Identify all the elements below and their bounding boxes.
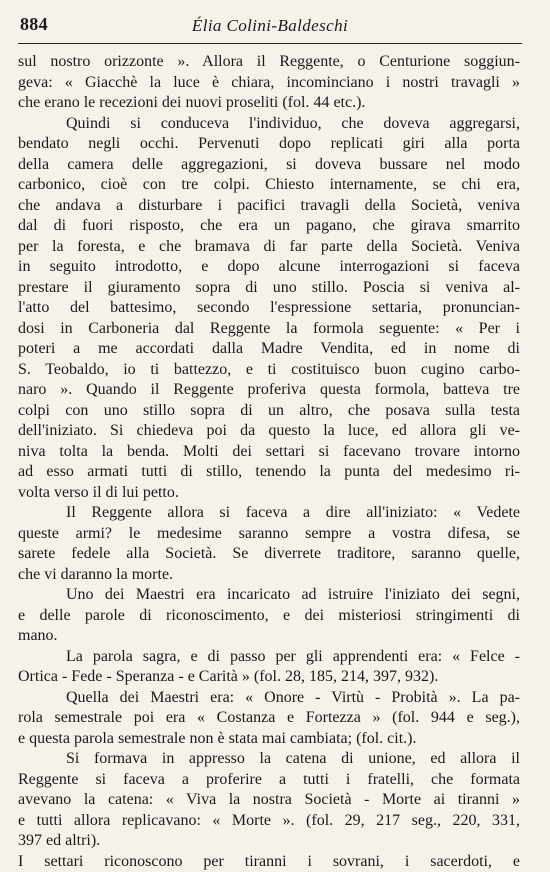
text-line: Uno dei Maestri era incaricato ad istruire l'iniziato dei segni, (18, 585, 520, 606)
text-line: Si formava in appresso la catena di unione, ed allora il (18, 749, 520, 770)
text-line: La parola sagra, e di passo per gli apprendenti era: « Felce - (18, 647, 520, 668)
text-line: rola semestrale poi era « Costanza e Fortezza » (fol. 944 e seg.), (18, 708, 520, 729)
text-line: volta verso il di lui petto. (18, 483, 520, 504)
text-line: naro ». Quando il Reggente proferiva questa formola, batteva tre (18, 380, 520, 401)
body-text (18, 52, 520, 814)
text-line: l'atto del battesimo, secondo l'espressione settaria, pronuncian- (18, 298, 520, 319)
text-line: sul nostro orizzonte ». Allora il Reggente, o Centurione soggiun- (18, 52, 520, 73)
text-line: carbonico, cioè con tre colpi. Chiesto internamente, se chi era, (18, 175, 520, 196)
text-line: queste armi? le medesime saranno sempre a vostra difesa, se (18, 524, 520, 545)
text-line: prestare il giuramento sopra di uno stillo. Poscia si veniva al- (18, 278, 520, 299)
page-number: 884 (20, 14, 48, 35)
text-line: geva: « Giacchè la luce è chiara, incominciano i nostri travagli » (18, 73, 520, 94)
text-line: che vi daranno la morte. (18, 565, 520, 586)
page-header (20, 14, 520, 44)
text-line: Reggente si faceva a proferire a tutti i fratelli, che formata (18, 770, 520, 791)
text-line: Il Reggente allora si faceva a dire all'iniziato: « Vedete (18, 503, 520, 524)
text-line: avevano la catena: « Viva la nostra Società - Morte ai tiranni » (18, 790, 520, 811)
text-line: S. Teobaldo, io ti battezzo, e ti costituisco buon cugino carbo- (18, 360, 520, 381)
text-line: dell'iniziato. Si chiedeva poi da questo la luce, ed allora gli ve- (18, 421, 520, 442)
text-line: e tutti allora replicavano: « Morte ». (fol. 29, 217 seg., 220, 331, (18, 811, 520, 832)
text-line: 397 ed altri). (18, 831, 520, 852)
text-line: dal di fuori risposto, che era un pagano, che girava smarrito (18, 216, 520, 237)
text-line: Ortica - Fede - Speranza - e Carità » (fol. 28, 185, 214, 397, 932). (18, 667, 520, 688)
text-line: bendato negli occhi. Pervenuti dopo replicati giri alla porta (18, 134, 520, 155)
text-line: niva tolta la benda. Molti dei settari si facevano trovare intorno (18, 442, 520, 463)
text-line: e questa parola semestrale non è stata mai cambiata; (fol. cit.). (18, 729, 520, 750)
header-rule (18, 43, 522, 44)
text-line: dosi in Carboneria dal Reggente la formola seguente: « Per i (18, 319, 520, 340)
text-line: e delle parole di riconoscimento, e dei misteriosi stringimenti di (18, 606, 520, 627)
text-line: colpi con uno stillo sopra di un altro, che posava sulla testa (18, 401, 520, 422)
text-line: che andava a disturbare i pacifici travagli della Società, veniva (18, 196, 520, 217)
text-line: poteri a me accordati dalla Madre Vendita, ed in nome di (18, 339, 520, 360)
text-line: Quindi si conduceva l'individuo, che doveva aggregarsi, (18, 114, 520, 135)
text-line: che erano le recezioni dei nuovi proseliti (fol. 44 etc.). (18, 93, 520, 114)
text-line: mano. (18, 626, 520, 647)
text-line: sarete fedele alla Società. Se diverrete traditore, saranno quelle, (18, 544, 520, 565)
text-line: Quella dei Maestri era: « Onore - Virtù - Probità ». La pa- (18, 688, 520, 709)
text-line: per la foresta, e che bramava di far parte della Società. Veniva (18, 237, 520, 258)
text-line: I settari riconoscono per tiranni i sovrani, i sacerdoti, e (18, 852, 520, 872)
text-line: della camera delle aggregazioni, si doveva bussare nel modo (18, 155, 520, 176)
running-head: Élia Colini-Baldeschi (20, 16, 520, 36)
text-line: ad esso armati tutti di stillo, tenendo la punta del medesimo ri- (18, 462, 520, 483)
text-line: in seguito introdotto, e dopo alcune interrogazioni si faceva (18, 257, 520, 278)
